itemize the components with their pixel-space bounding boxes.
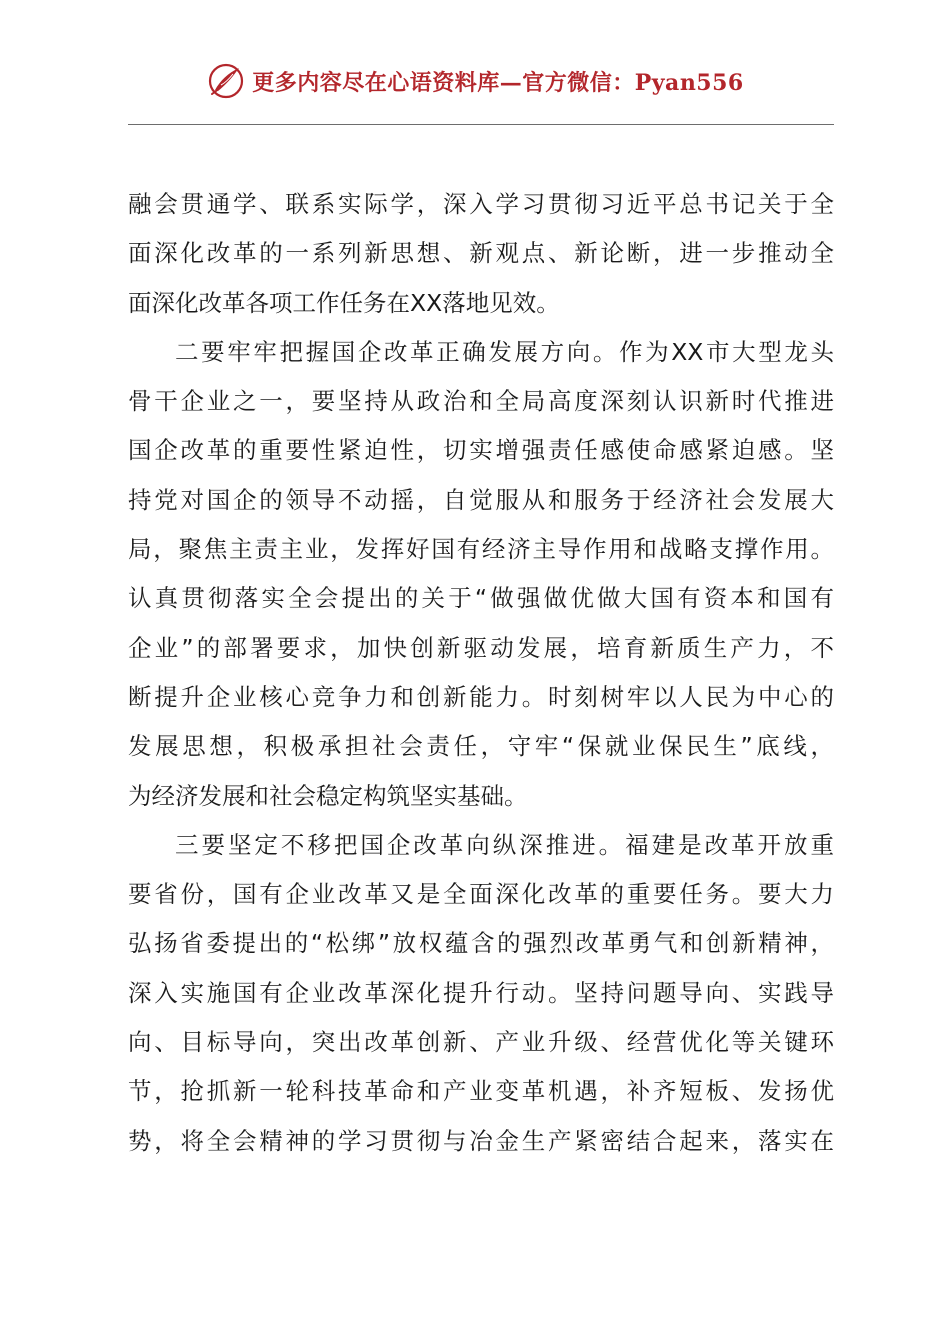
- text-line: 认真贯彻落实全会提出的关于“做强做优做大国有资本和国有: [128, 584, 834, 613]
- text-line: 企业”的部署要求，加快创新驱动发展，培育新质生产力，不: [128, 633, 834, 662]
- text-line: 势，将全会精神的学习贯彻与冶金生产紧密结合起来，落实在: [128, 1126, 834, 1155]
- text-line: 融会贯通学、联系实际学，深入学习贯彻习近平总书记关于全: [128, 190, 834, 218]
- paragraph-3: [128, 821, 834, 1166]
- paragraph-1: [128, 180, 834, 328]
- text-line: 国企改革的重要性紧迫性，切实增强责任感使命感紧迫感。坚: [128, 436, 834, 465]
- text-line: 为经济发展和社会稳定构筑坚实基础。: [128, 781, 528, 810]
- text-line: 深入实施国有企业改革深化提升行动。坚持问题导向、实践导: [128, 978, 834, 1007]
- text-line: 断提升企业核心竞争力和创新能力。时刻树牢以人民为中心的: [128, 682, 834, 711]
- page-header: [0, 58, 950, 104]
- text-line: 二要牢牢把握国企改革正确发展方向。作为XX市大型龙头: [175, 337, 834, 366]
- quill-pen-logo-icon: [206, 61, 246, 101]
- text-line: 向、目标导向，突出改革创新、产业升级、经营优化等关键环: [128, 1028, 834, 1057]
- text-line: 节，抢抓新一轮科技革命和产业变革机遇，补齐短板、发扬优: [128, 1077, 834, 1106]
- text-line: 持党对国企的领导不动摇，自觉服从和服务于经济社会发展大: [128, 485, 834, 514]
- header-title: 更多内容尽在心语资料库—官方微信：Pyan556: [252, 69, 744, 96]
- paragraph-2: [128, 328, 834, 821]
- text-line: 面深化改革的一系列新思想、新观点、新论断，进一步推动全: [128, 239, 834, 268]
- header-banner: [206, 61, 744, 101]
- text-line: 骨干企业之一，要坚持从政治和全局高度深刻认识新时代推进: [128, 387, 834, 416]
- text-line: 要省份，国有企业改革又是全面深化改革的重要任务。要大力: [128, 880, 834, 909]
- text-line: 弘扬省委提出的“松绑”放权蕴含的强烈改革勇气和创新精神，: [128, 929, 834, 958]
- document-body: [128, 180, 834, 1166]
- text-line: 面深化改革各项工作任务在XX落地见效。: [128, 288, 560, 317]
- text-line: 三要坚定不移把国企改革向纵深推进。福建是改革开放重: [175, 830, 834, 859]
- text-line: 发展思想，积极承担社会责任，守牢“保就业保民生”底线，: [128, 732, 834, 761]
- header-divider: [128, 124, 834, 125]
- text-line: 局，聚焦主责主业，发挥好国有经济主导作用和战略支撑作用。: [128, 535, 834, 564]
